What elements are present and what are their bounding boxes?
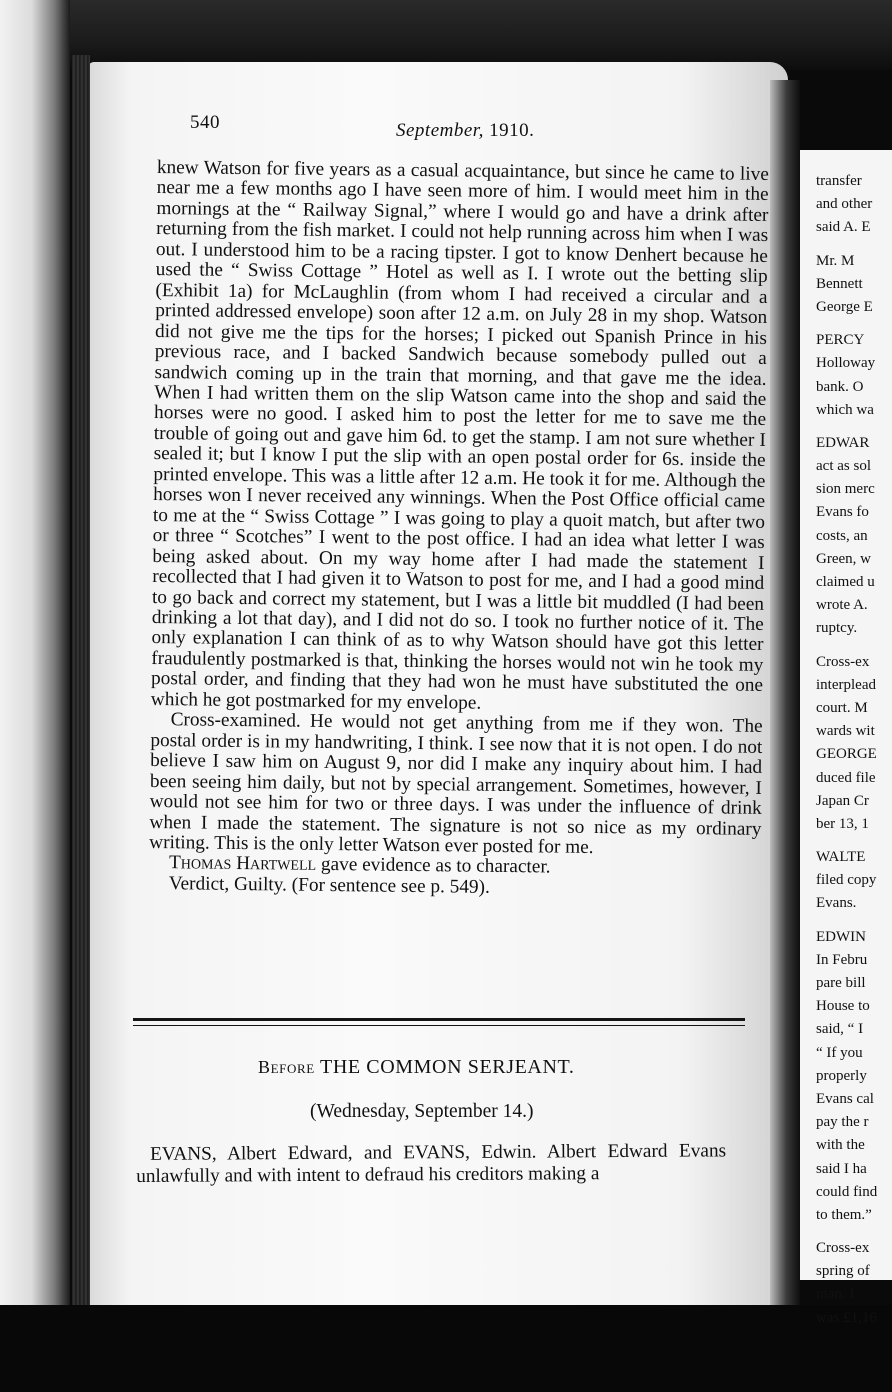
scan-left-margin (0, 0, 70, 1392)
facing-page-line (816, 641, 892, 651)
facing-page-line: interplead (816, 676, 876, 693)
facing-page-line: properly (816, 1067, 867, 1084)
facing-page-line: costs, an (816, 527, 868, 544)
witness-name: Thomas Hartwell (168, 852, 317, 876)
page-edges (72, 55, 90, 1305)
facing-page-line: Cross-ex (816, 653, 870, 670)
scan-top-edge (0, 0, 892, 70)
facing-page-line: and other (816, 196, 873, 213)
facing-page-line: “ If you (816, 1044, 863, 1061)
facing-page-line: GEORGE (816, 746, 877, 763)
section-heading (258, 1056, 574, 1079)
facing-page-line: said A. E (816, 219, 871, 236)
running-head-month: September, (396, 120, 484, 141)
page-number: 540 (190, 112, 220, 133)
section-heading-before: Before (258, 1057, 315, 1077)
running-head (396, 120, 534, 142)
testimony-text (149, 158, 769, 901)
facing-page-line: said, “ I (816, 1021, 864, 1038)
facing-page-line: PERCY (816, 332, 865, 349)
facing-page-line: WALTE (816, 849, 866, 866)
facing-page-line: filed copy (816, 872, 877, 889)
facing-page-line: transfer (816, 173, 862, 189)
facing-page-line: with the (816, 1137, 865, 1154)
facing-page-line: pare bill (816, 975, 866, 991)
cross-examination-paragraph: Cross-examined. He would not get anything from me if they won. The postal order is in my handwriting, I think. I see now that it is not open. I do not believe I saw him on August 9, nor did I make any inquiry about him. I had been seeing him daily, but not by special arrangement. Sometimes, however, I would not see him for two or three days. I was under the influence of drink when I made the statement. The signature is not so nice as my ordinary writing. This is the only letter Watson ever posted for me. (149, 709, 763, 858)
facing-page-line: wrote A. (816, 597, 868, 614)
facing-page-line (816, 916, 892, 926)
case-intro (136, 1140, 726, 1188)
facing-page-line: House to (816, 998, 870, 1015)
section-heading-court: THE COMMON SERJEANT. (314, 1056, 575, 1078)
testimony-paragraph: knew Watson for five years as a casual acquaintance, but since he came to live near me a few months ago I have seen more of him. I would meet him in the mornings at the “ Railway Signal,” where I would go and have a drink after returning from the fish market. I could not help running across him when I was out. I understood him to be a racing tipster. I got to know Denhert because he used the “ Swiss Cottage ” Hotel as well as I. I wrote out the betting slip (Exhibit 1a) for McLaughlin (from whom I had received a circular and a printed addressed envelope) soon after 12 a.m. on July 28 in my shop. Watson did not give me the tips for the horses; I picked out Spanish Prince in his previous race, and I backed Sandwich because somebody pulled out a sandwich coming up in the train that morning, and that gave me the idea. When I had written them on the slip Watson came into the shop and said the horses were no good. I asked him to post the letter for me to save me the trouble of going out and gave him 6d. to get the stamp. I am not sure whether I sealed it; but I know I put the slip with an open postal order for 6s. inside the printed envelope. This was a little after 12 a.m. He took it for me. Although the horses won I never received any winnings. When the Post Office official came to me at the “ Swiss Cottage ” I was going to play a quoit match, but after two or three “ Scotches” I went to the post office. I had an idea what letter I was being asked about. On my way home after I had made the statement I recollected that I had given it to Watson to post for me, and I had a good mind to go back and correct my statement, but I was a little bit muddled (I had been drinking a lot that day), and I did not do so. I took no further notice of it. The only explanation I can think of as to why Watson should have got this letter fraudulently postmarked is that, thinking the horses would not win he took my postal order, and finding that they had won he must have substituted the one which he got postmarked for my envelope. (150, 157, 769, 714)
section-divider-thick (133, 1018, 745, 1021)
facing-page-line: to them.” (816, 1206, 872, 1223)
facing-page-line: EDWAR (816, 434, 870, 451)
case-intro-paragraph: EVANS, Albert Edward, and EVANS, Edwin. Albert Edward Evans unlawfully and with intent to defraud his creditors making a (136, 1140, 727, 1187)
facing-page-line: claimed u (816, 574, 875, 590)
facing-page-line: Mr. M (816, 252, 855, 269)
facing-page-line: man. I (816, 1286, 855, 1303)
facing-page-line: Green, w (816, 550, 871, 567)
facing-page-line: pay the r (816, 1114, 869, 1131)
facing-page-line: Holloway (816, 355, 876, 372)
facing-page-line: court. M (816, 699, 868, 716)
facing-page-line: could find (816, 1183, 878, 1200)
facing-page-line: said I ha (816, 1160, 867, 1177)
facing-page-line: EDWIN (816, 928, 866, 945)
facing-page-line (816, 1227, 892, 1237)
facing-page-line: duced file (816, 769, 876, 786)
facing-page-line (816, 422, 892, 432)
facing-page-line: Evans. (816, 895, 857, 912)
facing-page-line: Bennett (816, 275, 863, 292)
facing-page-line: ruptcy. (816, 620, 858, 637)
verdict-paragraph: Verdict, Guilty. (For sentence see p. 549). (168, 873, 490, 898)
book-gutter (770, 80, 800, 1320)
facing-page-line: wards wit (816, 723, 875, 740)
facing-page-line: George E (816, 298, 873, 315)
facing-page-line: act as sol (816, 458, 871, 475)
section-divider-thin (133, 1025, 745, 1026)
facing-page-line: bank. O (816, 378, 864, 395)
facing-page-line (816, 319, 892, 329)
character-evidence-text: gave evidence as to character. (315, 854, 551, 878)
facing-page-line: sion merc (816, 481, 875, 498)
facing-page-line: ber 13, 1 (816, 815, 869, 832)
scan-bottom-edge (0, 1305, 892, 1392)
facing-page-line: Evans fo (816, 504, 869, 521)
facing-page-line (816, 836, 892, 846)
facing-page-line: In Febru (816, 951, 868, 968)
facing-page-line: Evans cal (816, 1090, 874, 1107)
facing-page-line: Japan Cr (816, 792, 869, 809)
facing-page-line: spring of (816, 1263, 870, 1280)
session-date: (Wednesday, September 14.) (310, 1101, 534, 1122)
facing-page-column (816, 170, 892, 1326)
facing-page-line: Cross-ex (816, 1240, 870, 1257)
facing-page-line: was £1,16 (816, 1309, 877, 1326)
running-head-year: 1910. (489, 120, 535, 141)
facing-page-line: which wa (816, 401, 874, 418)
facing-page-line (816, 240, 892, 250)
